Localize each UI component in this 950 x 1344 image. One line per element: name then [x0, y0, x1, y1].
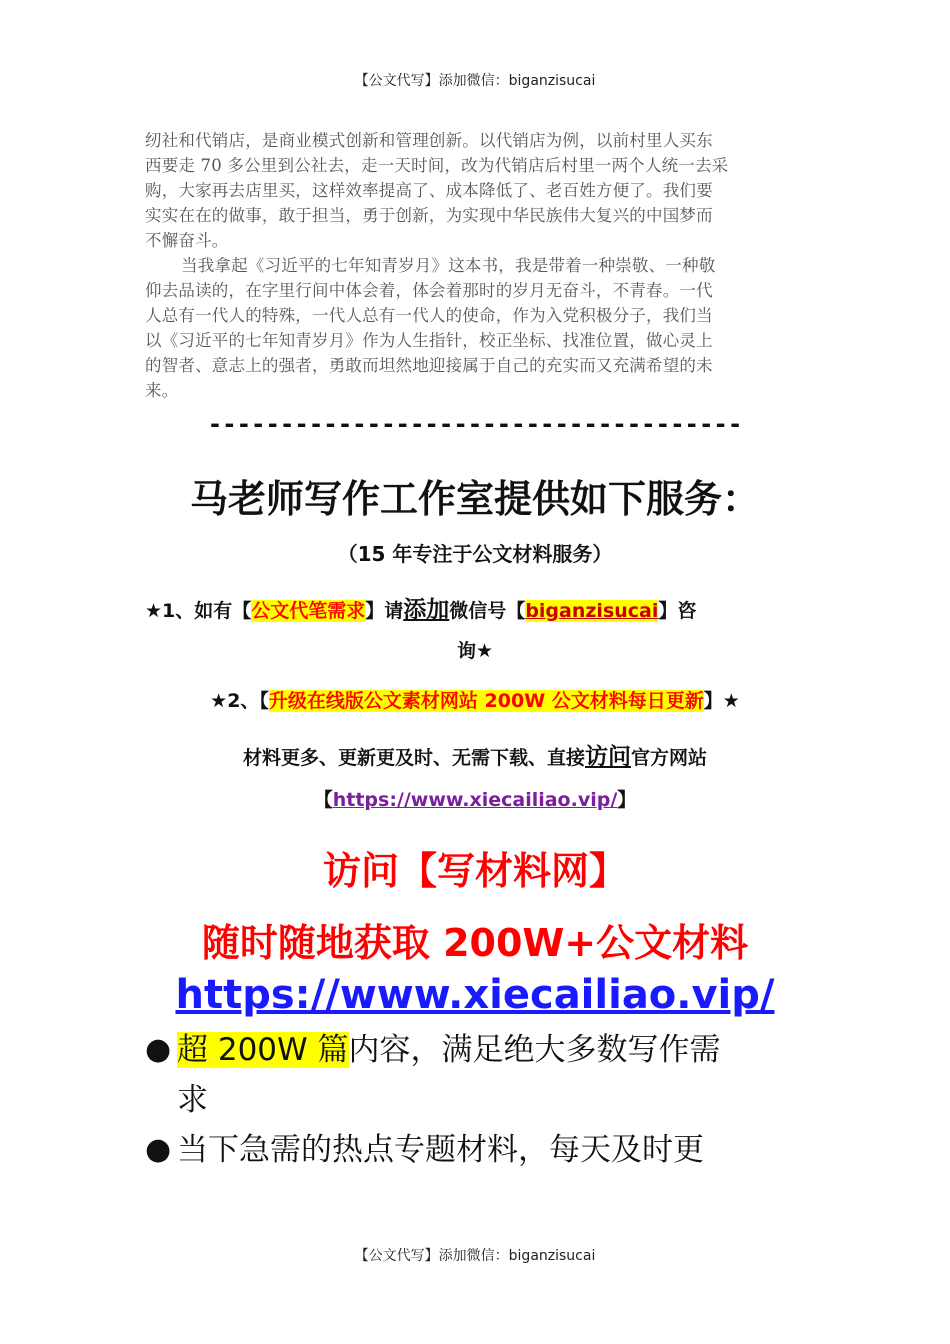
paragraph-line: 不懈奋斗。 [145, 231, 229, 250]
add-emphasis: 添加 [403, 597, 450, 623]
list-text: 当下急需的热点专题材料，每天及时更 [177, 1132, 704, 1168]
paragraph-line: 实实在在的做事，敢于担当，勇于创新，为实现中华民族伟大复兴的中国梦而 [145, 206, 713, 225]
bracket: 【 [313, 789, 333, 811]
visit-heading: 访问【写材料网】 [322, 849, 627, 893]
dashed-divider: ------------------------------------- [207, 410, 743, 438]
wechat-id-link[interactable]: biganzisucai [525, 600, 659, 622]
website-link[interactable]: https://www.xiecailiao.vip/ [332, 789, 618, 811]
paragraph-line: 仰去品读的，在字里行间中体会着，体会着那时的岁月无奋斗，不青春。一代 [145, 281, 713, 300]
service-item-2 [0, 686, 950, 713]
paragraph-2 [145, 253, 807, 403]
page-footer: 【公文代写】添加微信：biganzisucai [354, 1248, 596, 1264]
service-text: 】请 [365, 600, 404, 622]
service-text: 官方网站 [631, 747, 708, 769]
service-text: ★1、如有【 [145, 600, 252, 622]
service-text: ★2、【 [210, 690, 269, 712]
anytime-heading: 随时随地获取 200W+公文材料 [201, 921, 749, 965]
bullet-icon: ● [145, 1132, 172, 1167]
bracket: 】 [617, 789, 637, 811]
highlight-text: 升级在线版公文素材网站 200W 公文材料每日更新 [268, 690, 704, 712]
paragraph-line: 西要走 70 多公里到公社去，走一天时间，改为代销店后村里一两个人统一去采 [145, 156, 729, 175]
big-website-link[interactable]: https://www.xiecailiao.vip/ [175, 972, 775, 1018]
list-text: 求 [177, 1082, 208, 1118]
service-item-3 [0, 738, 950, 771]
paragraph-1 [145, 128, 807, 253]
service-text: 】咨 [658, 600, 697, 622]
highlight-text: 公文代笔需求 [251, 600, 366, 622]
paragraph-line: 以《习近平的七年知青岁月》作为人生指针，校正坐标、找准位置，做心灵上 [145, 331, 713, 350]
bullet-list [145, 1025, 825, 1175]
service-item-1 [145, 590, 805, 631]
paragraph-line: 纫社和代销店，是商业模式创新和管理创新。以代销店为例，以前村里人买东 [145, 131, 713, 150]
paragraph-line: 当我拿起《习近平的七年知青岁月》这本书，我是带着一种崇敬、一种敬 [181, 256, 716, 275]
list-item [145, 1125, 825, 1175]
highlight-text: 超 200W 篇 [177, 1032, 349, 1068]
list-item-text [177, 1025, 721, 1125]
ad-subtitle: （15 年专注于公文材料服务） [337, 542, 613, 566]
paragraph-line: 人总有一代人的特殊，一代人总有一代人的使命，作为入党积极分子，我们当 [145, 306, 713, 325]
list-item [145, 1025, 825, 1125]
paragraph-line: 购，大家再去店里买，这样效率提高了、成本降低了、老百姓方便了。我们要 [145, 181, 713, 200]
ad-title: 马老师写作工作室提供如下服务： [189, 477, 760, 521]
bullet-icon: ● [145, 1032, 172, 1067]
list-text: 内容，满足绝大多数写作需 [348, 1032, 721, 1068]
paragraph-line: 来。 [145, 381, 179, 400]
page-header: 【公文代写】添加微信：biganzisucai [354, 73, 596, 89]
service-text: 微信号【 [449, 600, 526, 622]
service-item-1-cont: 询★ [456, 640, 494, 662]
paragraph-line: 的智者、意志上的强者，勇敢而坦然地迎接属于自己的充实而又充满希望的未 [145, 356, 713, 375]
service-text: 材料更多、更新更及时、无需下载、直接 [242, 747, 585, 769]
service-text: 】★ [703, 690, 740, 712]
service-item-4 [0, 785, 950, 812]
visit-emphasis: 访问 [585, 744, 631, 770]
